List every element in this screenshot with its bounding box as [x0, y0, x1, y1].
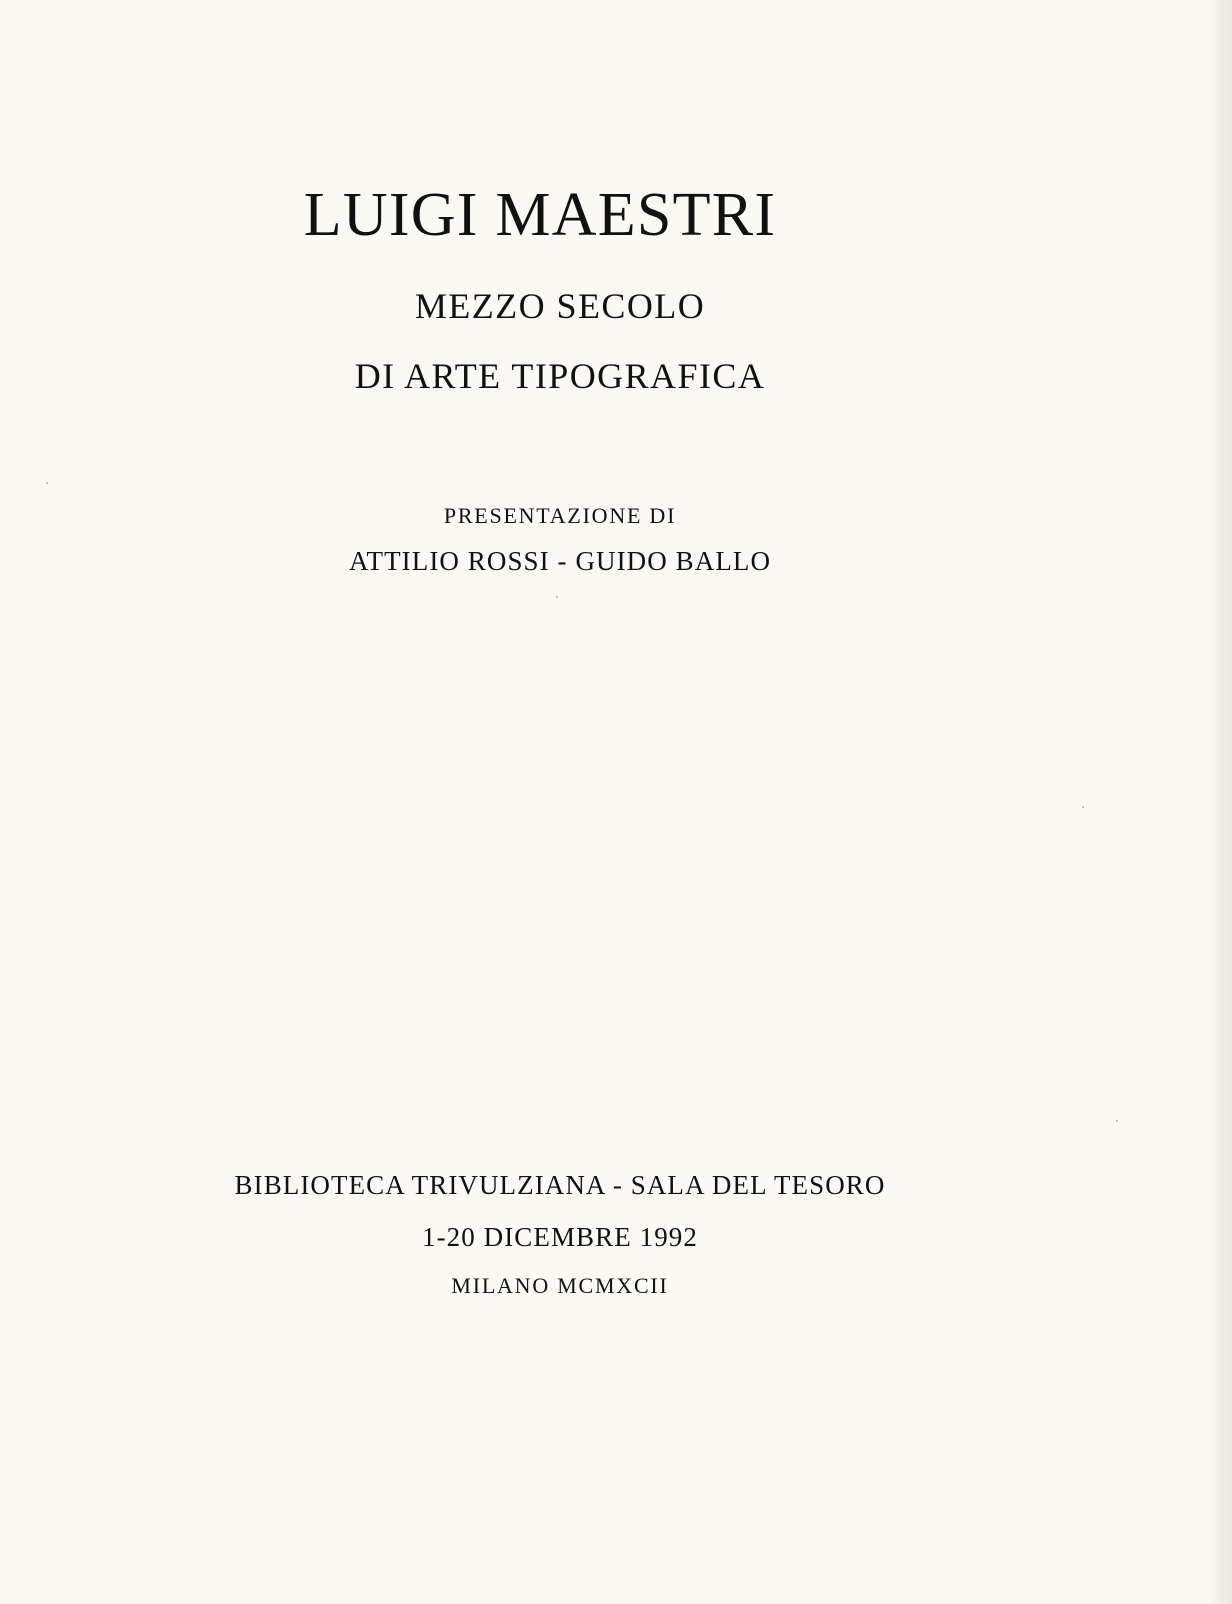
- paper-speck: [1082, 806, 1084, 808]
- page-edge-shadow: [1210, 0, 1232, 1604]
- presentation-label: PRESENTAZIONE DI: [443, 503, 677, 528]
- paper-speck: [1116, 1120, 1118, 1122]
- dates-line: 1-20 DICEMBRE 1992: [422, 1222, 698, 1252]
- page-title: LUIGI MAESTRI: [303, 181, 777, 249]
- subtitle-line-1: MEZZO SECOLO: [414, 286, 706, 326]
- paper-speck: [46, 482, 48, 484]
- venue-line: BIBLIOTECA TRIVULZIANA - SALA DEL TESORO: [234, 1170, 886, 1200]
- presentation-names: ATTILIO ROSSI - GUIDO BALLO: [348, 546, 772, 576]
- subtitle-line-2: DI ARTE TIPOGRAFICA: [354, 356, 766, 396]
- place-year-line: MILANO MCMXCII: [451, 1273, 669, 1298]
- paper-speck: [556, 596, 558, 598]
